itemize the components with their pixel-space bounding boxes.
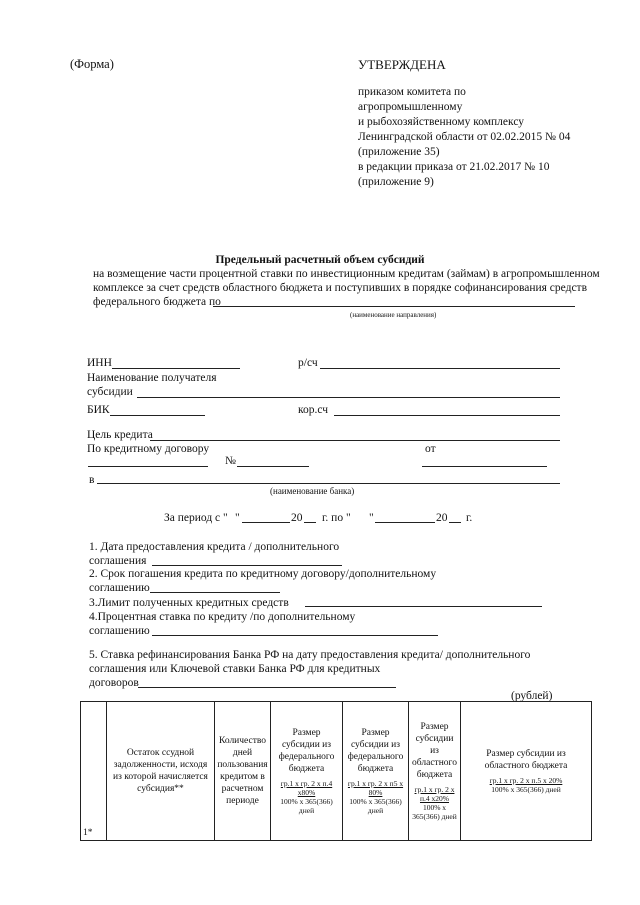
subsidy-table — [80, 701, 592, 841]
from-label: от — [425, 443, 436, 455]
col-federal-2 — [343, 702, 409, 841]
period-end-blank[interactable] — [375, 522, 435, 523]
col-regional-2 — [461, 702, 592, 841]
period-year-end-blank[interactable] — [449, 522, 461, 523]
period-to: г. по " — [322, 512, 351, 524]
item-3-blank[interactable] — [305, 606, 542, 607]
col-days — [215, 702, 271, 841]
currency-label: (рублей) — [511, 690, 553, 702]
period-quote: " — [235, 512, 240, 524]
col-regional-2-title: Размер субсидии из областного бюджета — [484, 749, 568, 771]
item-4-blank[interactable] — [152, 635, 438, 636]
item-1: 1. Дата предоставления кредита / дополнительного — [89, 541, 340, 553]
col-federal-1-denom: 100% х 365(366) дней — [280, 797, 333, 815]
col-regional-1-denom: 100% х 365(366) дней — [412, 803, 457, 821]
col-balance — [107, 702, 215, 841]
row-mark-cell — [81, 702, 107, 841]
order-line: (приложение 9) — [358, 176, 434, 188]
direction-hint: (наименование направления) — [350, 311, 437, 319]
col-days-text: Количество дней пользования кредитом в расчетном периоде — [217, 736, 268, 806]
table-row — [81, 702, 592, 841]
account-blank[interactable] — [320, 368, 560, 369]
order-line: Ленинградской области от 02.02.2015 № 04 — [358, 131, 571, 143]
period-year-end: 20 — [436, 512, 448, 524]
period-end-year-suffix: г. — [466, 512, 473, 524]
period-year-start: 20 — [291, 512, 303, 524]
col-regional-1-title: Размер субсидии из областного бюджета — [412, 722, 457, 780]
title-line: федерального бюджета по — [93, 296, 221, 308]
col-federal-1-formula: гр.1 х гр. 2 х п.4 х80% — [280, 779, 333, 797]
row-mark: 1* — [83, 828, 93, 838]
corr-account-blank[interactable] — [334, 415, 560, 416]
document-title: Предельный расчетный объем субсидий — [215, 254, 425, 266]
col-regional-1-formula: гр.1 х гр. 2 х п.4 х20% — [414, 785, 455, 803]
period-start-blank[interactable] — [242, 522, 290, 523]
bank-prefix: в — [89, 474, 95, 486]
account-label: р/сч — [298, 357, 318, 369]
bik-label: БИК — [87, 404, 110, 416]
bank-hint: (наименование банка) — [270, 486, 355, 496]
recipient-label-2: субсидии — [87, 386, 133, 398]
agreement-number-blank[interactable] — [237, 466, 309, 467]
col-federal-1-title: Размер субсидии из федерального бюджета — [278, 728, 335, 774]
inn-label: ИНН — [87, 357, 112, 369]
item-5-cont-2: договоров — [89, 677, 139, 689]
number-sign: № — [225, 455, 236, 467]
approved-stamp: УТВЕРЖДЕНА — [358, 57, 446, 72]
item-1-blank[interactable] — [152, 565, 342, 566]
order-line: приказом комитета по — [358, 86, 466, 98]
col-federal-1 — [271, 702, 343, 841]
agreement-blank[interactable] — [88, 466, 208, 467]
title-line: на возмещение части процентной ставки по инвестиционным кредитам (займам) в агропромышленном — [93, 268, 600, 280]
col-federal-2-formula: гр.1 х гр. 2 х п5 х 80% — [347, 779, 404, 797]
agreement-date-blank[interactable] — [422, 466, 547, 467]
item-3: 3.Лимит полученных кредитных средств — [89, 597, 289, 609]
item-2-cont: соглашению — [89, 582, 150, 594]
inn-blank[interactable] — [112, 368, 240, 369]
col-regional-2-formula: гр.1 х гр. 2 х п.5 х 20% — [489, 776, 563, 785]
col-regional-1 — [409, 702, 461, 841]
credit-agreement-label: По кредитному договору — [87, 443, 210, 455]
title-line: комплексе за счет средств областного бюджета и поступивших в порядке софинансирования средств — [93, 282, 588, 294]
order-line: (приложение 35) — [358, 146, 440, 158]
order-line: и рыбохозяйственному комплексу — [358, 116, 525, 128]
recipient-blank[interactable] — [137, 397, 560, 398]
recipient-label: Наименование получателя — [87, 372, 217, 384]
col-regional-2-denom: 100% х 365(366) дней — [491, 785, 561, 794]
credit-purpose-blank[interactable] — [150, 440, 560, 441]
period-quote-2: " — [369, 512, 374, 524]
item-5-cont: соглашения или Ключевой ставки Банка РФ для кредитных — [89, 663, 381, 675]
bik-blank[interactable] — [110, 415, 205, 416]
order-line: агропромышленному — [358, 101, 463, 113]
item-5: 5. Ставка рефинансирования Банка РФ на дату предоставления кредита/ дополнительного — [89, 649, 531, 661]
order-line: в редакции приказа от 21.02.2017 № 10 — [358, 161, 550, 173]
corr-account-label: кор.сч — [298, 404, 329, 416]
period-year-start-blank[interactable] — [304, 522, 316, 523]
form-label: (Форма) — [70, 57, 114, 71]
item-2-blank[interactable] — [150, 592, 280, 593]
bank-blank[interactable] — [97, 483, 560, 484]
item-4-cont: соглашению — [89, 625, 150, 637]
credit-purpose-label: Цель кредита — [87, 429, 153, 441]
item-4: 4.Процентная ставка по кредиту /по дополнительному — [89, 611, 356, 623]
approval-order-block — [358, 85, 570, 190]
direction-blank[interactable] — [213, 306, 575, 307]
item-5-blank[interactable] — [138, 687, 396, 688]
item-1-cont: соглашения — [89, 555, 147, 567]
period-prefix: За период с " — [164, 512, 228, 524]
col-federal-2-title: Размер субсидии из федерального бюджета — [347, 728, 404, 774]
col-balance-text: Остаток ссудной задолженности, исходя из которой начисляется субсидия** — [113, 748, 208, 794]
item-2: 2. Срок погашения кредита по кредитному договору/дополнительному — [89, 568, 437, 580]
col-federal-2-denom: 100% х 365(366) дней — [349, 797, 402, 815]
